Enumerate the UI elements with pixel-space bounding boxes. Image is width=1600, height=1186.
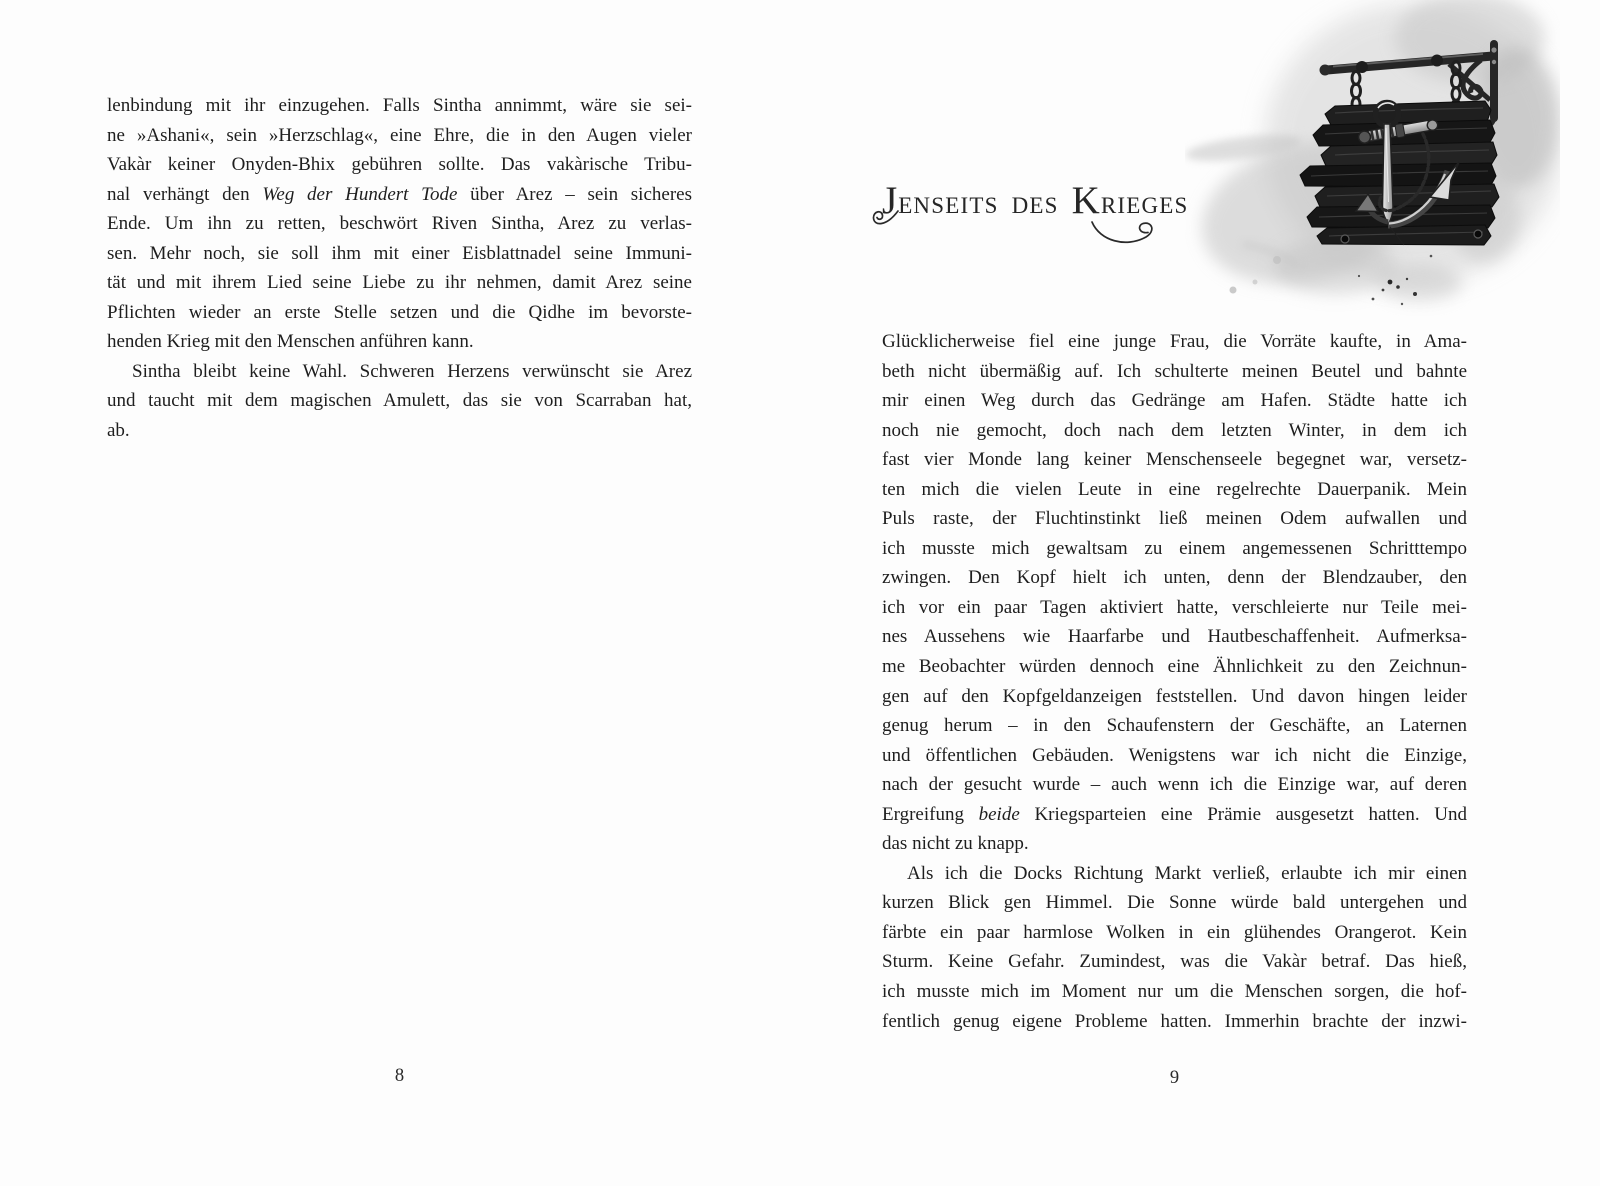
text-line: ne »Ashani«, sein »Herzschlag«, eine Ehre, die in den Augen vieler: [107, 124, 692, 146]
text-line: ich musste mich im Moment nur um die Menschen sorgen, die hof-: [882, 981, 1467, 1003]
text-line: ich vor ein paar Tagen aktiviert hatte, verschleierte nur Teile mei-: [882, 596, 1467, 618]
text-line: tät und mit ihrem Lied seine Liebe zu ihr nehmen, damit Arez seine: [107, 272, 692, 294]
text-line: me Beobachter würden dennoch eine Ähnlichkeit zu den Zeichnun-: [882, 656, 1467, 678]
text-line: nal verhängt den Weg der Hundert Tode über Arez – sein sicheres: [107, 183, 692, 205]
heading-swash-right-icon: [1090, 221, 1164, 251]
text-line: henden Krieg mit den Menschen anführen kann.: [107, 331, 474, 353]
text-line: ich musste mich gewaltsam zu einem angemessenen Schritttempo: [882, 537, 1467, 559]
chapter-heading: [882, 181, 1189, 231]
text-line: nach der gesucht wurde – auch wenn ich die Einzige war, auf deren: [882, 774, 1467, 796]
text-line: nes Aussehens wie Haarfarbe und Hautbeschaffenheit. Aufmerksa-: [882, 626, 1467, 648]
text-line: fast vier Monde lang keiner Menschenseele begegnet war, versetz-: [882, 449, 1467, 471]
chapter-illustration-anchor: [1185, 0, 1560, 320]
heading-word-des: DES: [1011, 193, 1059, 218]
text-line: Puls raste, der Fluchtinstinkt ließ meinen Odem aufwallen und: [882, 508, 1467, 530]
text-line: ab.: [107, 420, 130, 442]
text-line: noch nie gemocht, doch nach dem letzten Winter, in dem ich: [882, 419, 1467, 441]
right-page-text: [882, 327, 1467, 1036]
heading-swash-left-icon: [872, 209, 900, 235]
text-line: mir einen Weg durch das Gedränge am Hafen. Städte hatte ich: [882, 390, 1467, 412]
text-line: beth nicht übermäßig auf. Ich schulterte meinen Beutel und bahnte: [882, 360, 1467, 382]
text-line: fentlich genug eigene Probleme hatten. Immerhin brachte der inzwi-: [882, 1010, 1467, 1032]
text-line: Ergreifung beide Kriegsparteien eine Prämie ausgesetzt hatten. Und: [882, 803, 1467, 825]
text-line: Sturm. Keine Gefahr. Zumindest, was die Vakàr betraf. Das hieß,: [882, 951, 1467, 973]
text-line: zwingen. Den Kopf hielt ich unten, denn der Blendzauber, den: [882, 567, 1467, 589]
text-line: färbte ein paar harmlose Wolken in ein glühendes Orangerot. Kein: [882, 921, 1467, 943]
text-line: ten mich die vielen Leute in eine regelrechte Dauerpanik. Mein: [882, 478, 1467, 500]
text-line: Pflichten wieder an erste Stelle setzen und die Qidhe im bevorste-: [107, 301, 692, 323]
heading-initial-k: K: [1071, 179, 1101, 222]
left-page-text: [107, 91, 692, 446]
text-line: Vakàr keiner Onyden-Bhix gebühren sollte. Das vakàrische Tribu-: [107, 154, 692, 176]
text-line: und öffentlichen Gebäuden. Wenigstens war ich nicht die Einzige,: [882, 744, 1467, 766]
text-line: und taucht mit dem magischen Amulett, das sie von Scarraban hat,: [107, 390, 692, 412]
text-line: genug herum – in den Schaufenstern der Geschäfte, an Laternen: [882, 715, 1467, 737]
text-line: kurzen Blick gen Himmel. Die Sonne würde bald untergehen und: [882, 892, 1467, 914]
text-line: Ende. Um ihn zu retten, beschwört Riven Sintha, Arez zu verlas-: [107, 213, 692, 235]
text-line: gen auf den Kopfgeldanzeigen feststellen. Und davon hingen leider: [882, 685, 1467, 707]
text-line: Als ich die Docks Richtung Markt verließ, erlaubte ich mir einen: [907, 862, 1467, 884]
text-line: das nicht zu knapp.: [882, 833, 1029, 855]
text-line: Glücklicherweise fiel eine junge Frau, die Vorräte kaufte, in Ama-: [882, 331, 1467, 352]
page-number-right: 9: [1169, 1068, 1180, 1088]
heading-word-part: RIEGES: [1100, 193, 1189, 218]
text-line: sen. Mehr noch, sie soll ihm mit einer Eisblattnadel seine Immuni-: [107, 242, 692, 264]
heading-initial-j: J: [882, 179, 899, 222]
text-line: Sintha bleibt keine Wahl. Schweren Herzens verwünscht sie Arez: [132, 360, 692, 382]
text-line: lenbindung mit ihr einzugehen. Falls Sintha annimmt, wäre sie sei-: [107, 95, 692, 116]
page-number-left: 8: [394, 1066, 405, 1086]
heading-word-part: ENSEITS: [898, 193, 999, 218]
